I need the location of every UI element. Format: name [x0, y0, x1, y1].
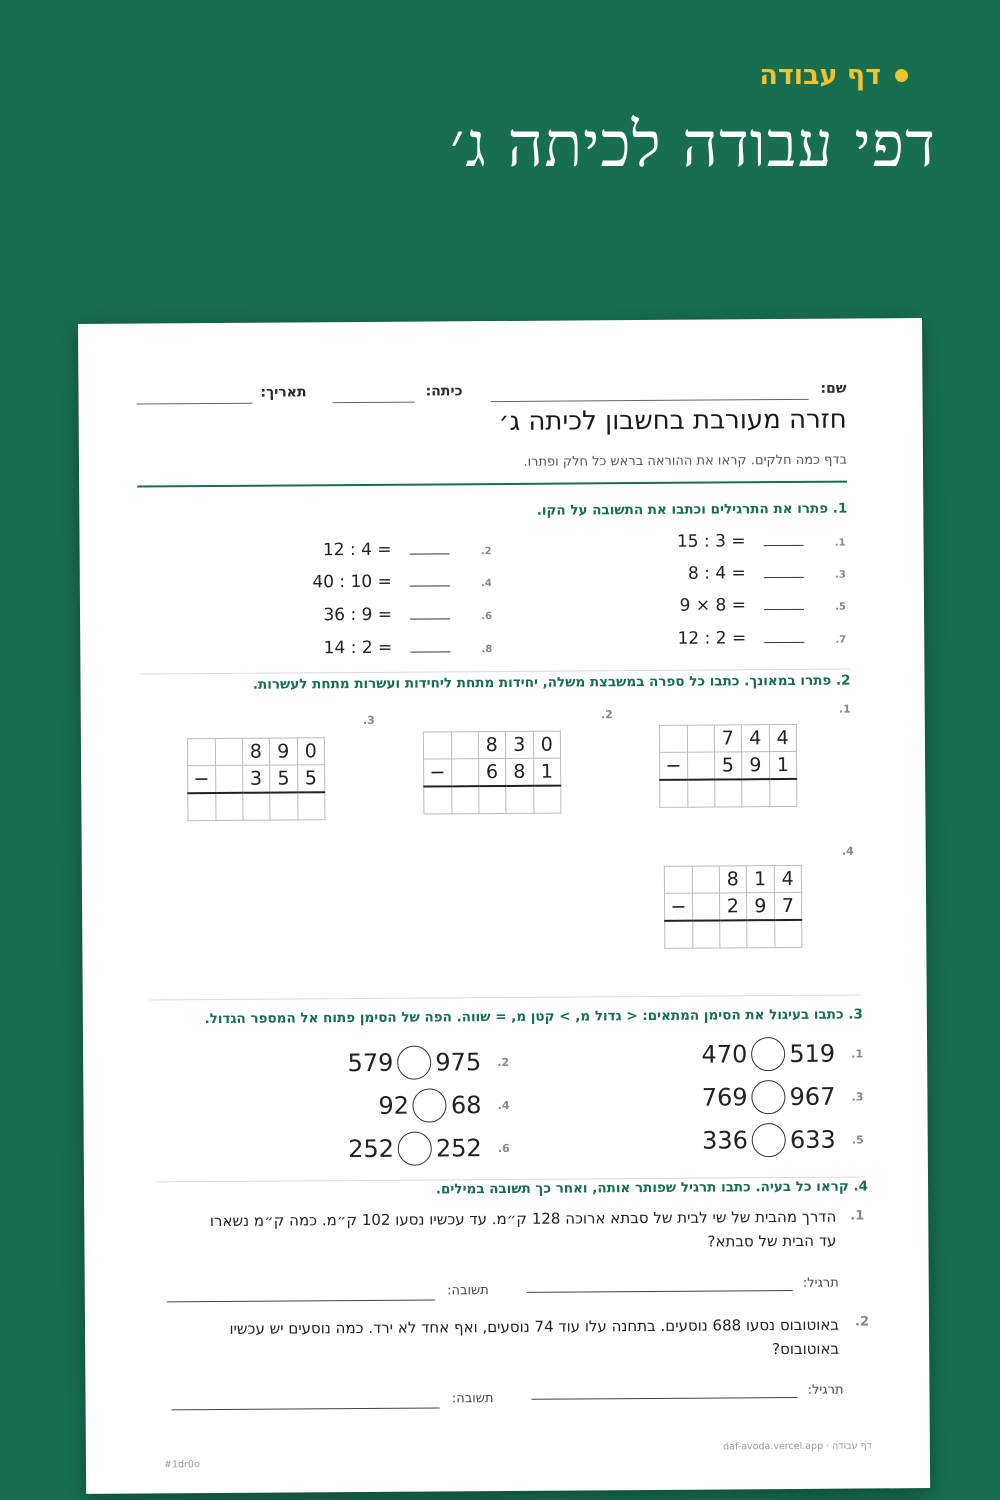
exercise-expr: 15 : 3 =: [676, 531, 746, 552]
exercise-label: תרגיל:: [807, 1382, 844, 1398]
answer-circle[interactable]: [752, 1123, 786, 1157]
digit-cell: 5: [714, 752, 742, 780]
digit-cell: 1: [769, 751, 797, 779]
answer-blank[interactable]: [764, 597, 804, 610]
compare-left-number: 975: [435, 1048, 482, 1077]
answer-cell[interactable]: [719, 920, 747, 948]
exercise-number: 7.: [835, 634, 847, 646]
exercise-number: 3.: [834, 569, 846, 581]
digit-cell: [692, 866, 719, 893]
digit-cell: [215, 765, 242, 793]
section-1-title: 1. פתרו את התרגילים וכתבו את התשובה על הקו.: [536, 500, 848, 519]
problem-number: 2.: [600, 708, 613, 722]
answer-cell[interactable]: [297, 792, 325, 820]
date-field[interactable]: [137, 403, 253, 405]
compare-left-number: 967: [789, 1082, 836, 1111]
footer-site: דף עבודה · daf-avoda.vercel.app: [723, 1440, 872, 1453]
exercise-3: [688, 563, 846, 584]
answer-cell[interactable]: [692, 920, 719, 948]
compare-number: 2.: [497, 1055, 510, 1069]
exercise-7: [678, 628, 847, 649]
compare-2: [347, 1045, 509, 1080]
vertical-subtraction-4: [664, 865, 803, 949]
vertical-subtraction-2: [423, 731, 562, 815]
footer-code: #1dr0o: [163, 1459, 200, 1471]
compare-right-number: 252: [348, 1134, 395, 1164]
answer-cell[interactable]: [215, 793, 242, 821]
digit-cell: 7: [774, 892, 802, 920]
answer-cell[interactable]: [742, 779, 770, 807]
exercise-label: תרגיל:: [802, 1275, 839, 1291]
section-3-title: 3. כתבו בעיגול את הסימן המתאים: < גדול מ, > קטן מ, = שווה. הפה של הסימן פתוח אל המספר הגדול.: [204, 1006, 863, 1028]
digit-cell: 4: [769, 724, 797, 751]
answer-cell[interactable]: [270, 792, 298, 820]
word-problem-line: הדרך מהבית של שי לבית של סבתא ארוכה 128 ק״מ. עד עכשיו נסעו 102 ק״מ. כמה ק״מ נשארו: [209, 1207, 837, 1231]
digit-cell: [423, 732, 451, 759]
class-field[interactable]: [333, 402, 415, 404]
word-problem-line: עד הבית של סבתא?: [707, 1231, 837, 1251]
digit-cell: 3: [242, 765, 270, 793]
exercise-expr: 36 : 9 =: [323, 604, 393, 626]
answer-cell[interactable]: [660, 780, 688, 808]
digit-cell: 4: [774, 865, 802, 892]
compare-right-number: 92: [378, 1091, 410, 1120]
digit-cell: [692, 893, 719, 921]
answer-cell[interactable]: [424, 786, 452, 814]
problem-number: 4.: [841, 844, 854, 858]
exercise-expr: 12 : 4 =: [322, 539, 392, 561]
exercise-8: [324, 637, 493, 658]
digit-cell: [687, 725, 714, 752]
compare-3: [702, 1079, 864, 1114]
answer-cell[interactable]: [242, 793, 270, 821]
answer-circle[interactable]: [397, 1045, 431, 1079]
digit-cell: [687, 752, 714, 780]
word-problem-1: [166, 1205, 836, 1258]
digit-cell: 1: [746, 866, 774, 893]
page-headline: דפי עבודה לכיתה ג׳: [450, 108, 936, 181]
bullet-dot-icon: [895, 69, 908, 82]
digit-cell: 1: [533, 758, 561, 786]
digit-cell: 8: [478, 731, 506, 758]
exercise-number: 6.: [481, 611, 493, 623]
exercise-expr: 12 : 2 =: [677, 628, 747, 649]
compare-1: [701, 1036, 863, 1071]
digit-cell: [451, 732, 478, 759]
exercise-number: 8.: [481, 644, 493, 656]
exercise-1: [677, 531, 846, 552]
answer-line[interactable]: [167, 1299, 435, 1302]
problem-number: 1.: [838, 702, 851, 716]
answer-circle[interactable]: [413, 1088, 447, 1122]
problem-number: 3.: [362, 713, 375, 727]
worksheet-title: חזרה מעורבת בחשבון לכיתה ג׳: [498, 404, 847, 438]
exercise-expr: 14 : 2 =: [323, 637, 393, 659]
class-label: כיתה:: [425, 383, 463, 400]
answer-line[interactable]: [172, 1407, 440, 1410]
answer-blank[interactable]: [764, 630, 804, 643]
digit-cell: 2: [719, 893, 747, 921]
answer-cell[interactable]: [747, 920, 775, 948]
exercise-number: 4.: [481, 578, 492, 590]
exercise-expr: 8 : 4 =: [687, 563, 746, 584]
digit-cell: [451, 759, 478, 787]
exercise-expr: 9 × 8 =: [679, 595, 747, 616]
vertical-subtraction-3: [187, 737, 326, 821]
exercise-answer-line[interactable]: [532, 1397, 798, 1400]
word-problem-number: 2.: [854, 1314, 870, 1330]
answer-circle[interactable]: [751, 1080, 785, 1114]
answer-circle[interactable]: [398, 1131, 432, 1165]
compare-right-number: 470: [701, 1040, 748, 1069]
answer-cell[interactable]: [533, 786, 561, 814]
minus-sign: −: [188, 765, 216, 793]
compare-number: 1.: [851, 1046, 864, 1061]
worksheet-subtitle: בדף כמה חלקים. קראו את ההוראה בראש כל חלק ופתרו.: [523, 452, 848, 470]
brand-label: [759, 60, 908, 91]
exercise-5: [680, 595, 846, 616]
title-divider: [137, 481, 847, 488]
compare-6: [348, 1131, 510, 1166]
compare-right-number: 336: [702, 1126, 749, 1155]
word-problem-number: 1.: [850, 1208, 865, 1224]
compare-number: 3.: [851, 1089, 864, 1104]
digit-cell: 0: [533, 731, 561, 758]
compare-number: 4.: [497, 1098, 510, 1112]
exercise-number: 5.: [835, 601, 847, 613]
answer-cell[interactable]: [478, 786, 506, 814]
compare-4: [378, 1088, 509, 1123]
answer-label: תשובה:: [447, 1283, 489, 1299]
brand-text: דף עבודה: [759, 60, 881, 91]
compare-left-number: 252: [435, 1134, 482, 1163]
digit-cell: [664, 866, 692, 893]
name-label: שם:: [820, 380, 847, 397]
answer-blank[interactable]: [410, 639, 450, 652]
worksheet-paper: [78, 318, 930, 1494]
section-4-title: 4. קראו כל בעיה. כתבו תרגיל שפותר אותה, ואחר כך תשובה במילים.: [435, 1178, 869, 1198]
answer-blank[interactable]: [410, 541, 450, 554]
answer-cell[interactable]: [665, 921, 693, 949]
section-divider: [149, 994, 861, 1000]
name-field[interactable]: [491, 399, 809, 402]
answer-cell[interactable]: [769, 779, 797, 807]
compare-right-number: 769: [701, 1083, 748, 1112]
exercise-4: [312, 571, 492, 592]
digit-cell: 8: [242, 738, 270, 765]
digit-cell: 9: [269, 738, 297, 765]
answer-blank[interactable]: [763, 533, 803, 546]
answer-cell[interactable]: [188, 793, 216, 821]
section-2-title: 2. פתרו במאונך. כתבו כל ספרה במשבצת משלה, יחידות מתחת ליחידות ועשרות מתחת לעשרות.: [252, 672, 851, 693]
minus-sign: −: [660, 752, 688, 780]
exercise-number: 2.: [480, 546, 492, 558]
digit-cell: 7: [714, 725, 742, 752]
exercise-6: [323, 604, 492, 625]
digit-cell: 9: [747, 893, 775, 921]
digit-cell: 6: [478, 758, 506, 786]
answer-cell[interactable]: [714, 779, 742, 807]
digit-cell: 8: [506, 758, 534, 786]
compare-5: [702, 1122, 864, 1157]
answer-blank[interactable]: [410, 573, 450, 586]
digit-cell: 3: [505, 731, 533, 758]
digit-cell: [187, 738, 215, 765]
exercise-answer-line[interactable]: [527, 1290, 793, 1293]
word-problem-line: באוטובוס נסעו 688 נוסעים. בתחנה עלו עוד 74 נוסעים, ואף אחד לא ירד. כמה נוסעים יש עכשיו: [229, 1315, 840, 1338]
digit-cell: 5: [297, 765, 325, 793]
digit-cell: 9: [742, 752, 770, 780]
answer-cell[interactable]: [506, 786, 534, 814]
compare-number: 5.: [851, 1132, 864, 1147]
answer-circle[interactable]: [751, 1037, 785, 1071]
answer-cell[interactable]: [774, 920, 802, 948]
compare-left-number: 519: [789, 1039, 836, 1068]
digit-cell: [659, 725, 687, 752]
compare-left-number: 633: [789, 1125, 836, 1154]
minus-sign: −: [664, 893, 692, 921]
digit-cell: [215, 738, 242, 765]
answer-blank[interactable]: [410, 606, 450, 619]
minus-sign: −: [424, 759, 452, 787]
exercise-expr: 40 : 10 =: [312, 571, 392, 593]
word-problem-line: באוטובוס?: [772, 1339, 840, 1359]
word-problem-2: [179, 1313, 839, 1366]
date-label: תאריך:: [260, 384, 307, 401]
answer-cell[interactable]: [451, 786, 478, 814]
exercise-number: 1.: [834, 537, 846, 549]
exercise-2: [323, 539, 492, 560]
compare-left-number: 68: [450, 1091, 482, 1120]
answer-blank[interactable]: [764, 565, 804, 578]
answer-cell[interactable]: [687, 780, 714, 808]
compare-number: 6.: [497, 1141, 510, 1155]
digit-cell: 5: [270, 765, 298, 793]
vertical-subtraction-1: [659, 724, 798, 808]
compare-right-number: 579: [347, 1048, 394, 1078]
digit-cell: 4: [741, 725, 769, 752]
answer-label: תשובה:: [451, 1391, 494, 1407]
digit-cell: 8: [719, 866, 747, 893]
digit-cell: 0: [297, 738, 325, 765]
